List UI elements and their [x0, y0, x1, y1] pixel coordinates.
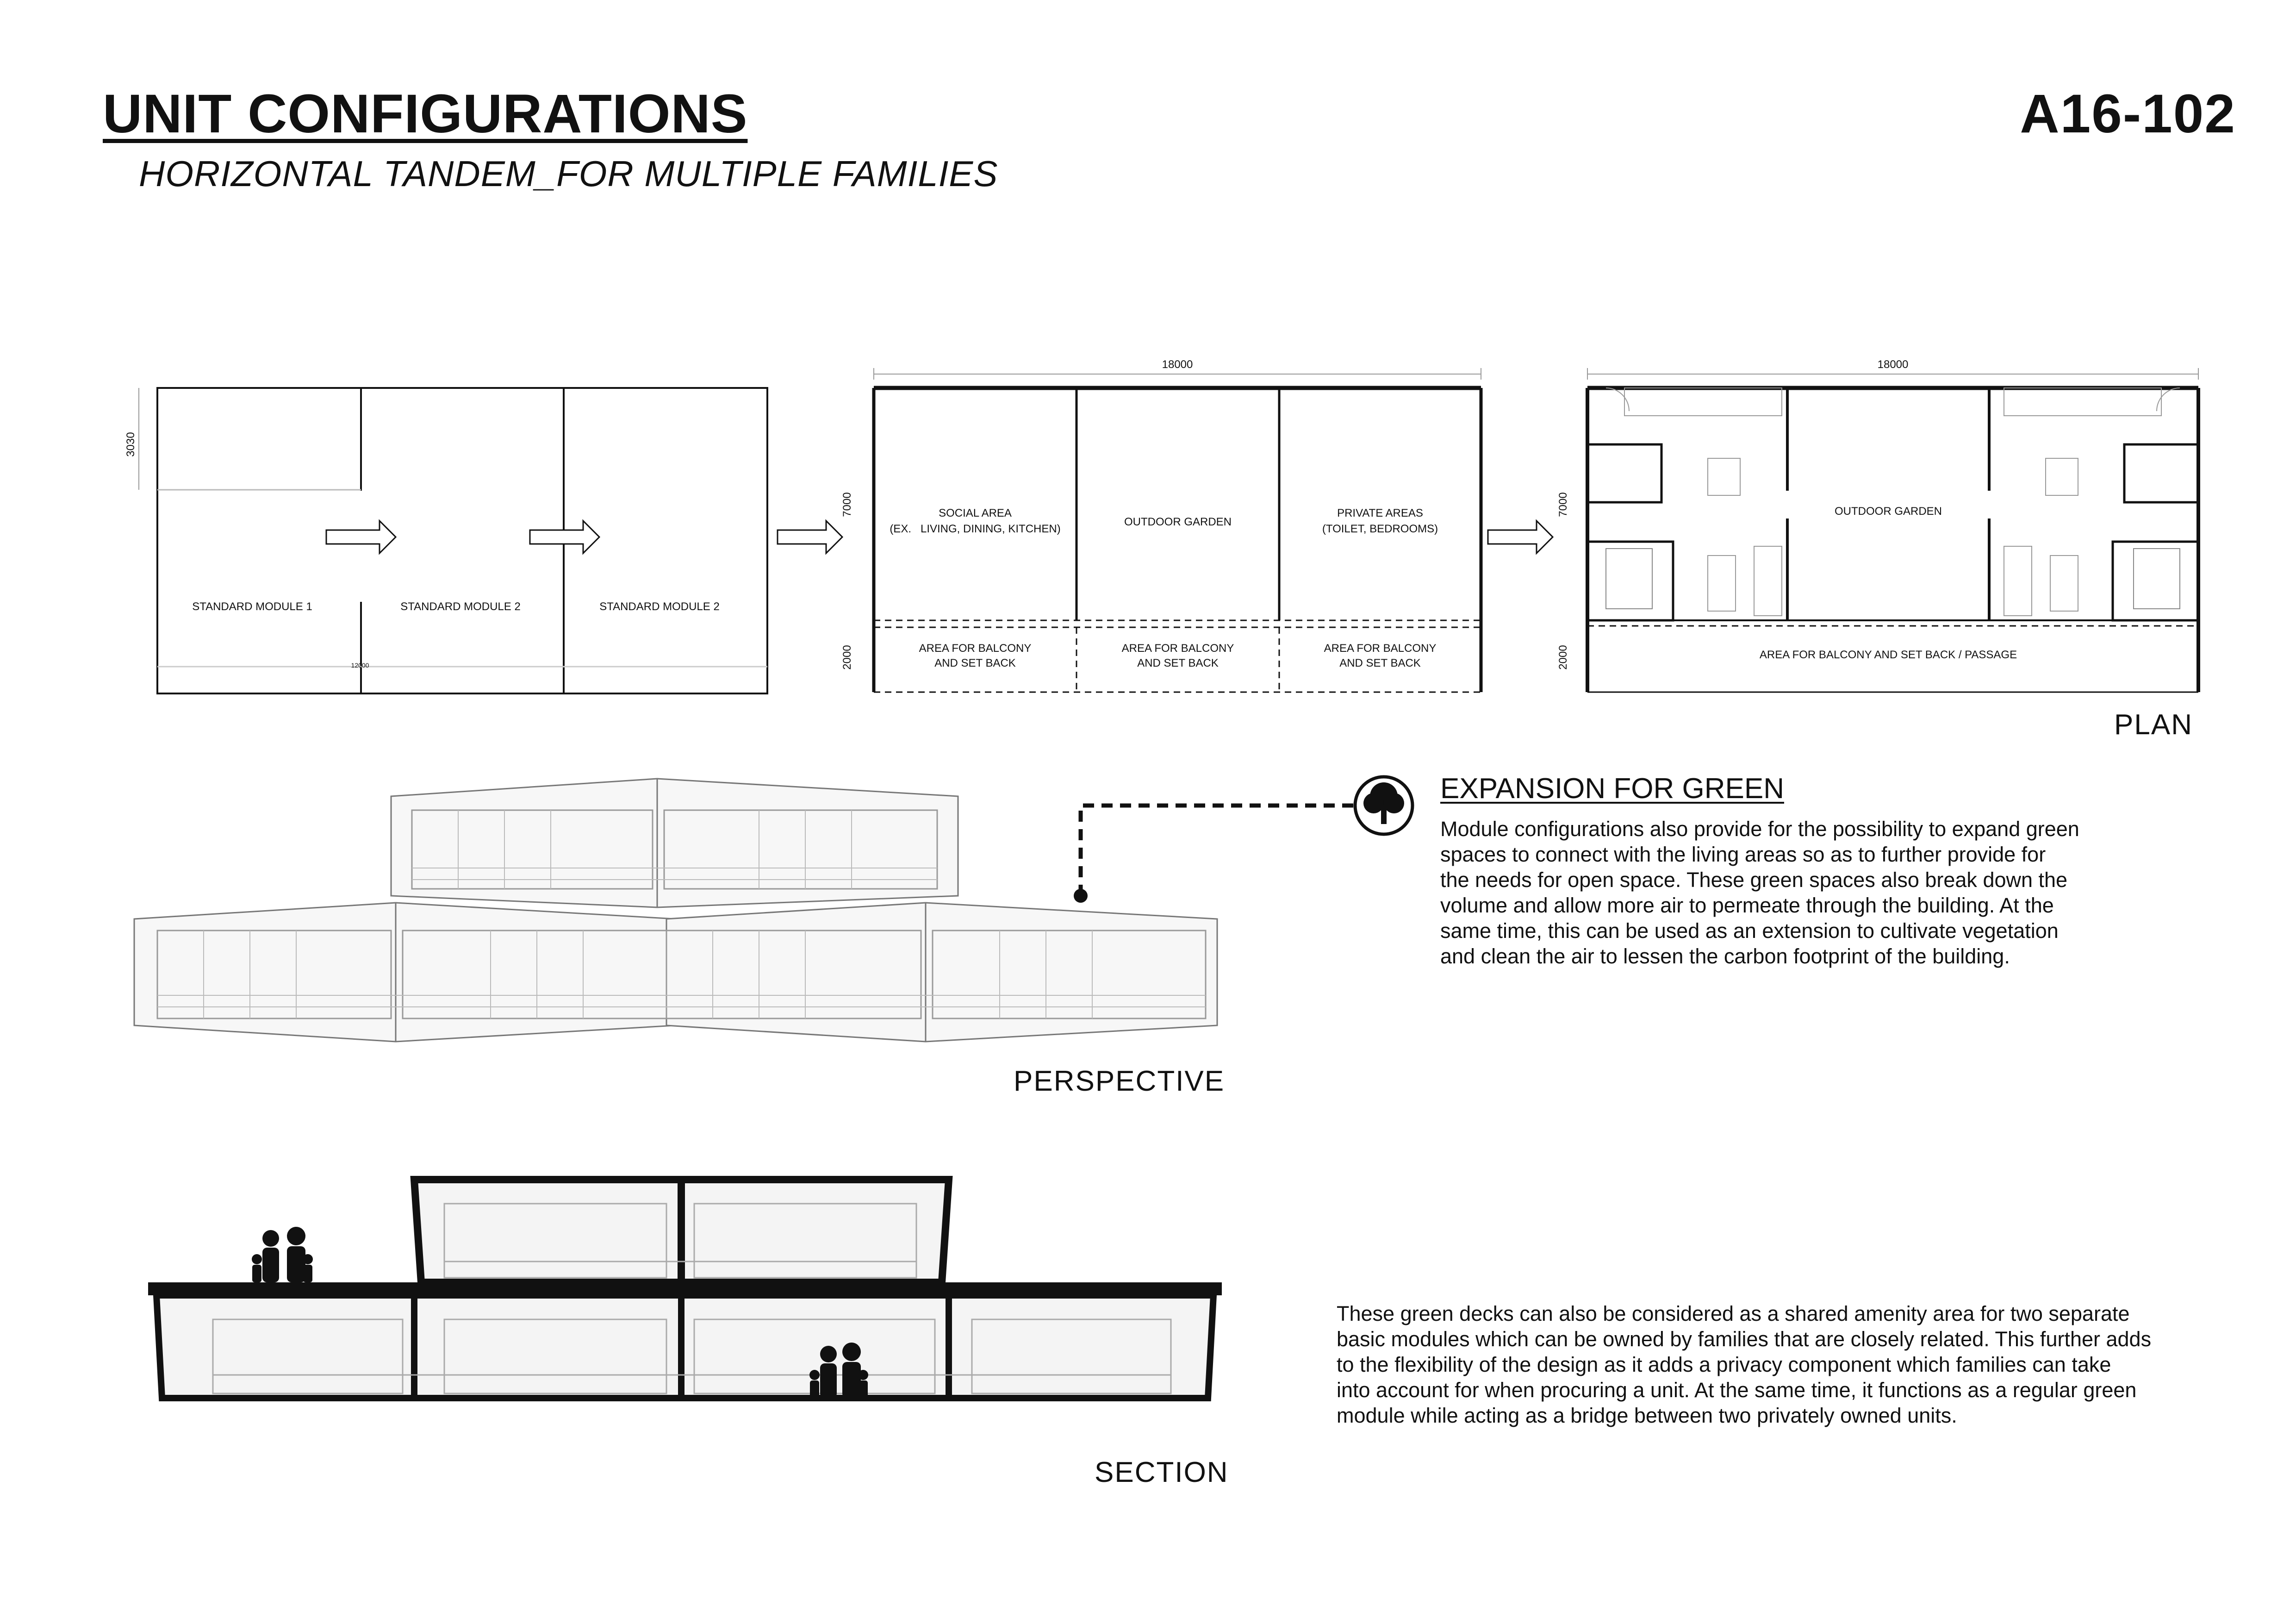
module-label-2: STANDARD MODULE 2 [400, 600, 521, 613]
section-caption: SECTION [1095, 1456, 1229, 1488]
expansion-line: spaces to connect with the living areas so as to further provide for [1440, 843, 2046, 866]
furnished-dim-depth: 7000 [1557, 492, 1569, 517]
expansion-line: the needs for open space. These green spaces also break down the [1440, 868, 2068, 892]
zoning-dim-total: 18000 [1162, 358, 1193, 371]
green-decks-line: These green decks can also be considered as a shared amenity area for two separate [1337, 1302, 2130, 1325]
expansion-line: and clean the air to lessen the carbon footprint of the building. [1440, 944, 2010, 968]
green-decks-line: module while acting as a bridge between two privately owned units. [1337, 1404, 1957, 1427]
balcony-3-line1: AREA FOR BALCONY [1324, 642, 1437, 655]
zone-private-line1: PRIVATE AREAS [1337, 507, 1423, 519]
balcony-1-line1: AREA FOR BALCONY [919, 642, 1032, 655]
balcony-3-line2: AND SET BACK [1339, 657, 1421, 669]
furnished-plan [1587, 368, 2198, 692]
plan-caption: PLAN [2114, 709, 2193, 741]
module-label-1: STANDARD MODULE 1 [192, 600, 312, 613]
people-figures-deck [252, 1227, 313, 1282]
zoning-dim-depth: 7000 [841, 492, 853, 517]
furnished-passage-label: AREA FOR BALCONY AND SET BACK / PASSAGE [1759, 649, 2017, 661]
green-decks-line: basic modules which can be owned by families that are closely related. This further adds [1337, 1327, 2152, 1351]
expansion-line: volume and allow more air to permeate through the building. At the [1440, 893, 2054, 917]
zone-social-line2: (EX. LIVING, DINING, KITCHEN) [890, 523, 1061, 535]
leader-line [1064, 759, 1435, 912]
module-dim-length: 12000 [351, 662, 369, 669]
tree-icon [1355, 777, 1412, 834]
page-subtitle: HORIZONTAL TANDEM_FOR MULTIPLE FAMILIES [139, 153, 998, 194]
zoning-dim-balcony: 2000 [841, 645, 853, 670]
balcony-1-line2: AND SET BACK [934, 657, 1016, 669]
plan-diagrams [0, 0, 2296, 764]
balcony-2-line1: AREA FOR BALCONY [1121, 642, 1234, 655]
green-decks-line: into account for when procuring a unit. At the same time, it functions as a regular green [1337, 1378, 2137, 1402]
page-title: UNIT CONFIGURATIONS [103, 83, 748, 144]
module-dim-height: 3030 [124, 432, 137, 457]
zone-garden: OUTDOOR GARDEN [1124, 516, 1232, 528]
expansion-paragraph [1440, 816, 2148, 969]
sheet-number: A16-102 [2020, 83, 2236, 144]
green-decks-paragraph [1337, 1301, 2244, 1428]
module-label-3: STANDARD MODULE 2 [599, 600, 720, 613]
furnished-dim-balcony: 2000 [1557, 645, 1569, 670]
expansion-line: Module configurations also provide for the possibility to expand green [1440, 817, 2079, 841]
zone-private-line2: (TOILET, BEDROOMS) [1322, 523, 1438, 535]
green-decks-line: to the flexibility of the design as it adds a privacy component which families can take [1337, 1353, 2111, 1376]
expansion-line: same time, this can be used as an extension to cultivate vegetation [1440, 919, 2059, 943]
furnished-garden-label: OUTDOOR GARDEN [1834, 505, 1942, 518]
balcony-2-line2: AND SET BACK [1137, 657, 1219, 669]
perspective-caption: PERSPECTIVE [1014, 1065, 1225, 1097]
section-drawing [148, 1167, 1250, 1454]
expansion-title: EXPANSION FOR GREEN [1440, 773, 1784, 805]
furnished-dim-total: 18000 [1877, 358, 1909, 371]
module-diagram [139, 388, 842, 693]
zone-social-line1: SOCIAL AREA [939, 507, 1012, 519]
